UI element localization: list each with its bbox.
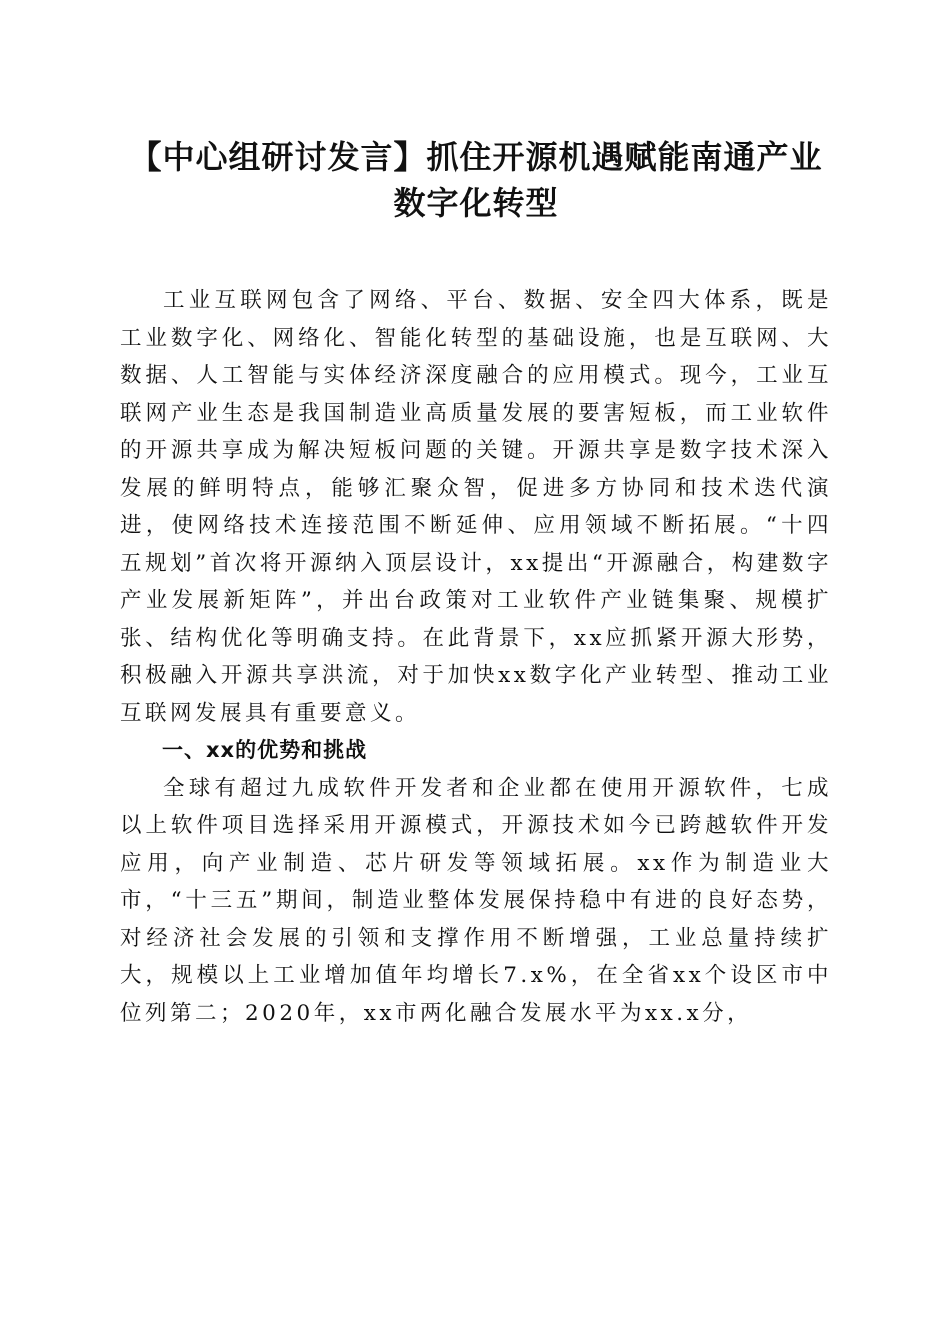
section-heading: 一、xx的优势和挑战	[162, 738, 368, 762]
intro-paragraph: 工业互联网包含了网络、平台、数据、安全四大体系，既是工业数字化、网络化、智能化转型的基础设施，也是互联网、大数据、人工智能与实体经济深度融合的应用模式。现今，工业互联网产业生态是我国制造业高质量发展的要害短板，而工业软件的开源共享成为解决短板问题的关键。开源共享是数字技术深入发展的鲜明特点，能够汇聚众智，促进多方协同和技术迭代演进，使网络技术连接范围不断延伸、应用领域不断拓展。“十四五规划”首次将开源纳入顶层设计，xx提出“开源融合，构建数字产业发展新矩阵”，并出台政策对工业软件产业链集聚、规模扩张、结构优化等明确支持。在此背景下，xx应抓紧开源大形势，积极融入开源共享洪流，对于加快xx数字化产业转型、推动工业互联网发展具有重要意义。	[120, 288, 832, 726]
document-body	[120, 282, 832, 1032]
section-paragraph: 全球有超过九成软件开发者和企业都在使用开源软件，七成以上软件项目选择采用开源模式，开源技术如今已跨越软件开发应用，向产业制造、芯片研发等领域拓展。xx作为制造业大市，“十三五”期间，制造业整体发展保持稳中有进的良好态势，对经济社会发展的引领和支撑作用不断增强，工业总量持续扩大，规模以上工业增加值年均增长7.x%，在全省xx个设区市中位列第二；2020年，xx市两化融合发展水平为xx.x分，	[120, 775, 832, 1026]
document-title: 【中心组研讨发言】抓住开源机遇赋能南通产业数字化转型	[129, 138, 823, 222]
